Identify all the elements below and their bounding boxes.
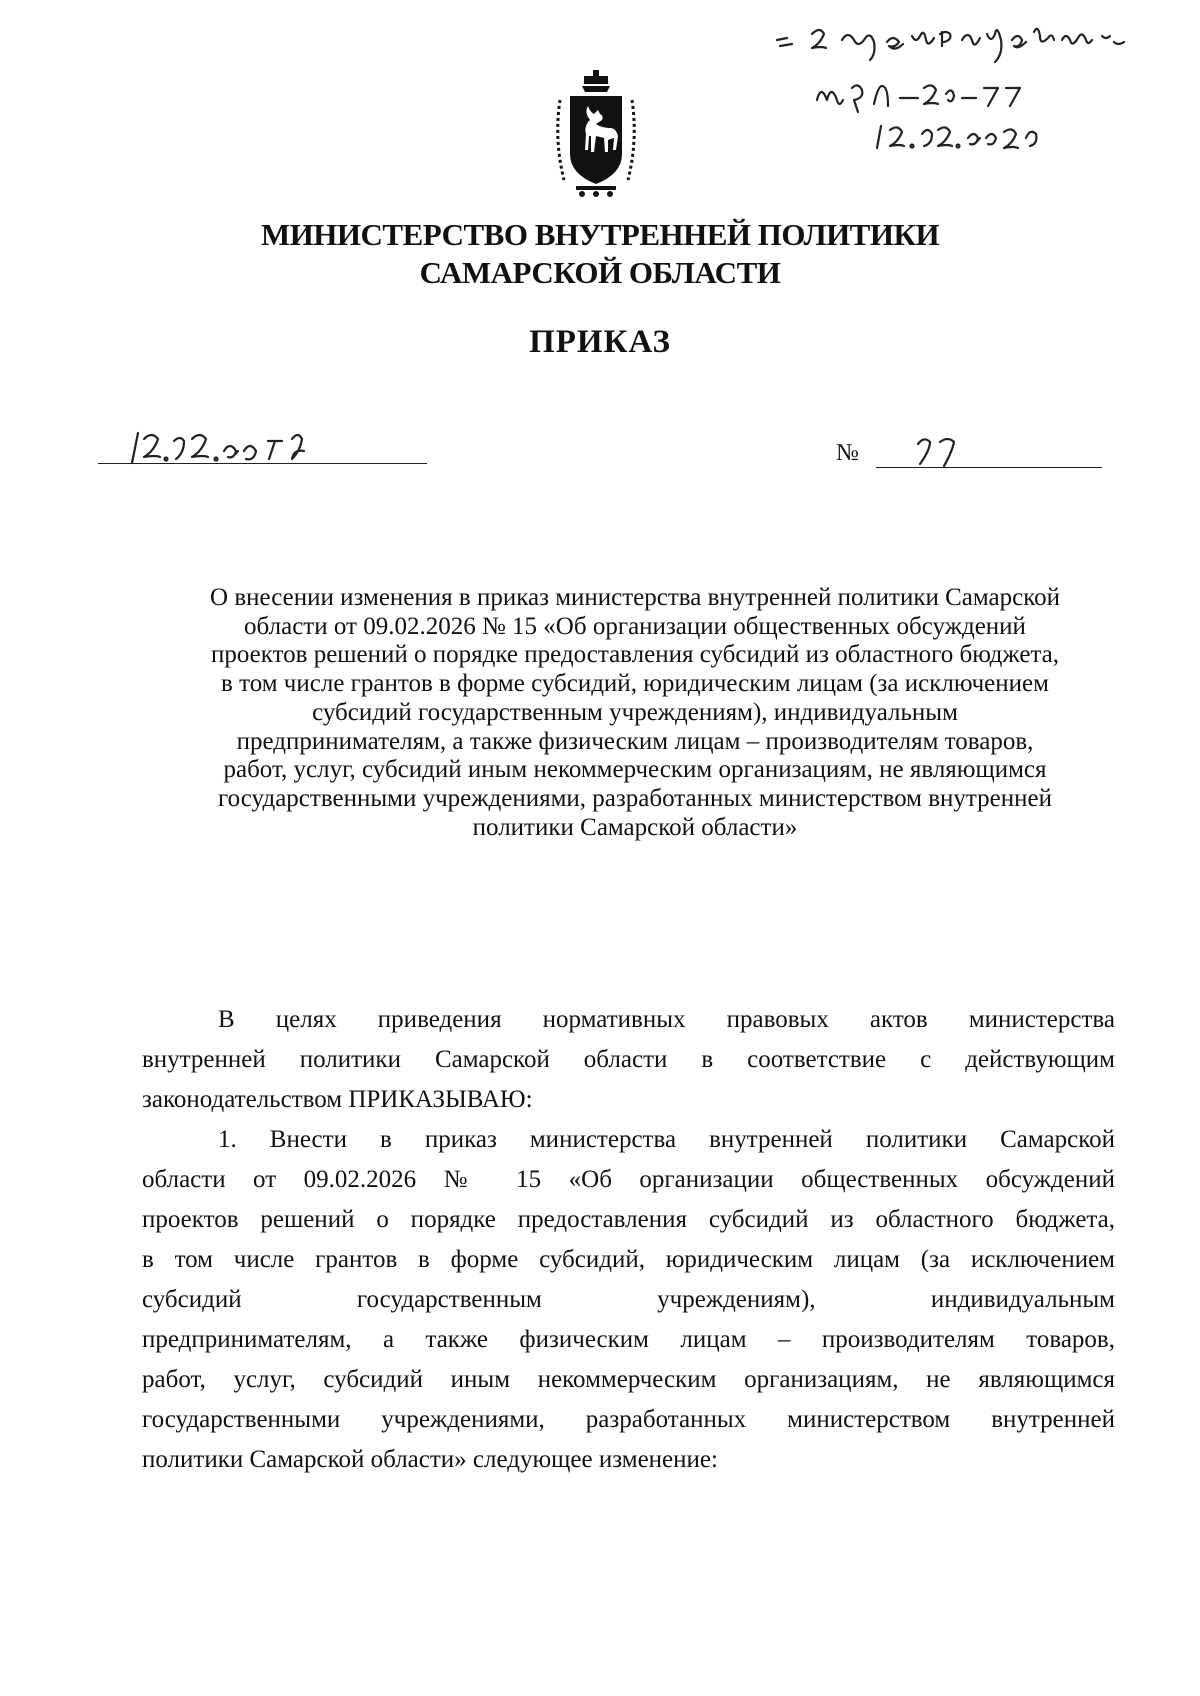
order-body [142, 1000, 1115, 1480]
body-line: В целях приведения нормативных правовых актов министерства [218, 1006, 1115, 1033]
handwritten-number [914, 432, 976, 470]
body-line: политики Самарской области» следующее изменение: [142, 1446, 718, 1473]
subject-line: работ, услуг, субсидий иным некоммерческим организациям, не являющимся [223, 756, 1047, 784]
subject-line: О внесении изменения в приказ министерства внутренней политики Самарской [210, 584, 1060, 611]
number-underline [876, 467, 1102, 468]
ministry-name-line-2: САМАРСКОЙ ОБЛАСТИ [419, 255, 781, 290]
body-line: 1. Внести в приказ министерства внутренней политики Самарской [218, 1126, 1115, 1153]
subject-line: политики Самарской области» [472, 813, 798, 841]
number-label: № [836, 440, 859, 466]
handwriting-image [772, 22, 1192, 172]
subject-line: в том числе грантов в форме субсидий, юридическим лицам (за исключением [221, 670, 1049, 698]
body-line: работ, услуг, субсидий иным некоммерческим организациям, не являющимся [142, 1366, 1115, 1393]
ministry-name [100, 216, 1100, 292]
handwritten-date-image [128, 421, 338, 473]
samara-coat-of-arms-icon [545, 70, 647, 200]
body-line: в том числе грантов в форме субсидий, юридическим лицам (за исключением [142, 1246, 1115, 1273]
subject-line: субсидий государственным учреждениям), индивидуальным [312, 698, 958, 726]
handwritten-date [128, 421, 338, 473]
coat-of-arms-emblem [545, 70, 647, 200]
body-line: проектов решений о порядке предоставления субсидий из областного бюджета, [142, 1206, 1115, 1233]
ministry-name-line-1: МИНИСТЕРСТВО ВНУТРЕННЕЙ ПОЛИТИКИ [260, 217, 940, 252]
registration-handwritten-note [772, 22, 1192, 172]
date-underline [98, 463, 427, 464]
body-line: законодательством ПРИКАЗЫВАЮ: [142, 1086, 533, 1113]
body-line: области от 09.02.2026 № 15 «Об организации общественных обсуждений [142, 1166, 1115, 1193]
body-line: государственными учреждениями, разработанных министерством внутренней [142, 1406, 1115, 1433]
body-line: предпринимателям, а также физическим лицам – производителям товаров, [142, 1326, 1115, 1353]
body-line: субсидий государственным учреждениям), индивидуальным [142, 1286, 1115, 1313]
order-subject [140, 584, 1130, 842]
document-type-title: ПРИКАЗ [529, 324, 671, 360]
subject-line: проектов решений о порядке предоставления субсидий из областного бюджета, [210, 641, 1060, 669]
handwritten-number-image [914, 432, 976, 470]
subject-line: предпринимателям, а также физическим лицам – производителям товаров, [236, 727, 1034, 755]
subject-line: области от 09.02.2026 № 15 «Об организации общественных обсуждений [244, 612, 1026, 640]
subject-line: государственными учреждениями, разработанных министерством внутренней [218, 784, 1052, 812]
body-line: внутренней политики Самарской области в соответствие с действующим [142, 1046, 1115, 1073]
